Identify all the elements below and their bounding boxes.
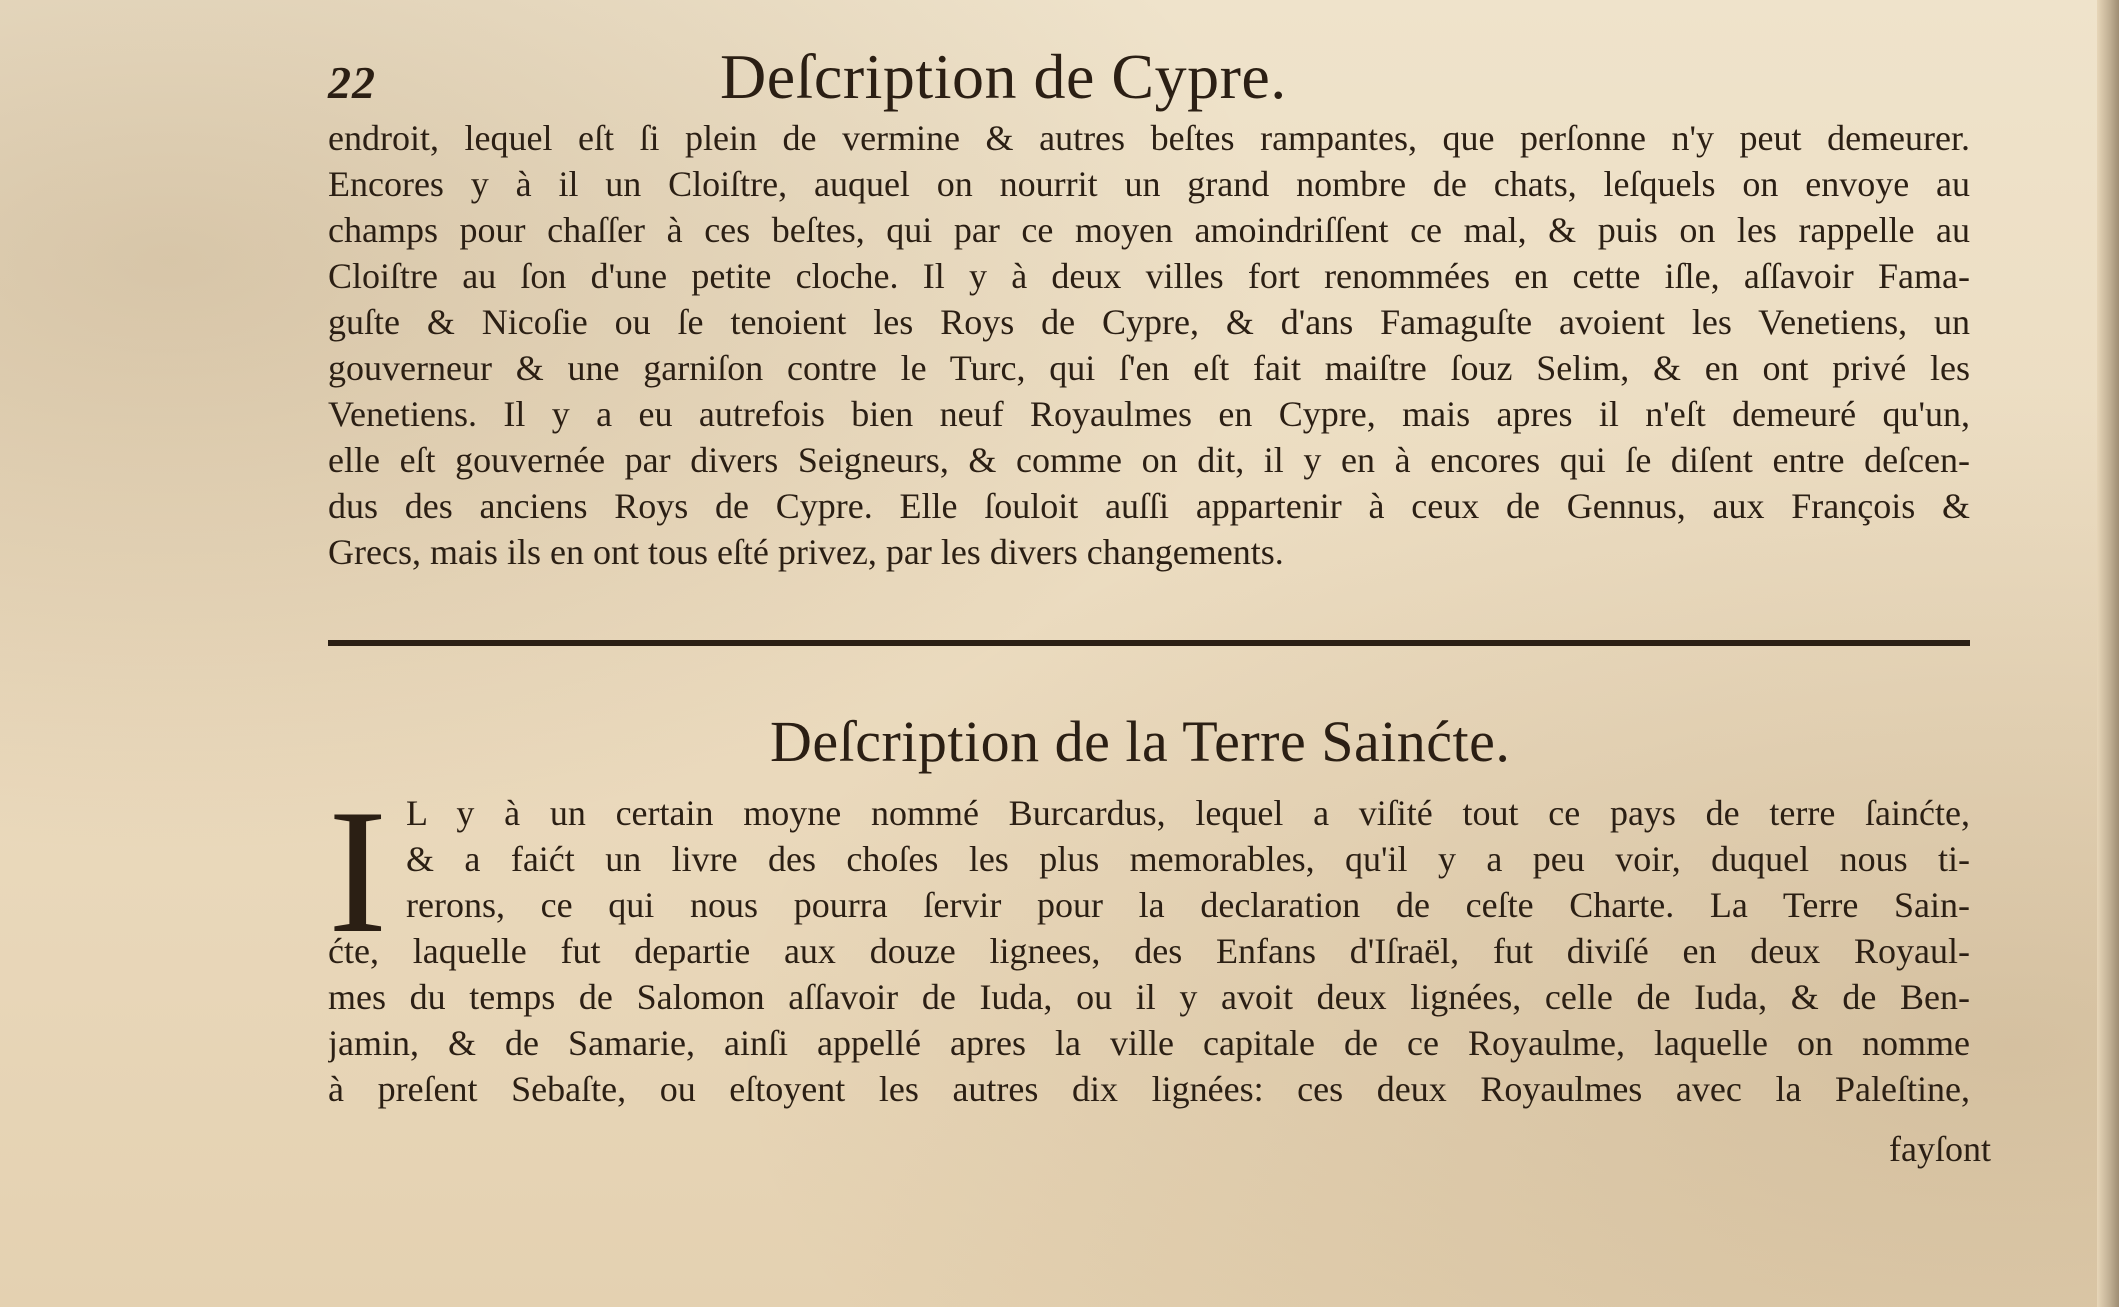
- catchword: fayſont: [1889, 1129, 1991, 1169]
- text-line: elle eſt gouvernée par divers Seigneurs, & comme on dit, il y en à encores qui ſe diſent entre deſcen-: [328, 440, 1970, 480]
- text-line: ćte, laquelle fut departie aux douze lignees, des Enfans d'Iſraël, fut diviſé en deux Royaul-: [328, 931, 1970, 971]
- text-line: & a faićt un livre des choſes les plus memorables, qu'il y a peu voir, duquel nous ti-: [406, 839, 1970, 879]
- text-line: dus des anciens Roys de Cypre. Elle ſouloit auſſi appartenir à ceux de Gennus, aux François &: [328, 486, 1970, 526]
- text-line: mes du temps de Salomon aſſavoir de Iuda, ou il y avoit deux lignées, celle de Iuda, & de Ben-: [328, 977, 1970, 1017]
- section-divider-rule: [328, 640, 1970, 646]
- paragraph-holy-land: [328, 790, 1970, 1112]
- text-line: Encores y à il un Cloiſtre, auquel on nourrit un grand nombre de chats, leſquels on envoye au: [328, 164, 1970, 204]
- text-line: endroit, lequel eſt ſi plein de vermine & autres beſtes rampantes, que perſonne n'y peut demeurer.: [328, 118, 1970, 158]
- text-line: gouverneur & une garniſon contre le Turc, qui ſ'en eſt fait maiſtre ſouz Selim, & en ont privé les: [328, 348, 1970, 388]
- text-line: champs pour chaſſer à ces beſtes, qui par ce moyen amoindriſſent ce mal, & puis on les rappelle au: [328, 210, 1970, 250]
- text-line: L y à un certain moyne nommé Burcardus, lequel a viſité tout ce pays de terre ſainćte,: [406, 793, 1970, 833]
- text-line: Cloiſtre au ſon d'une petite cloche. Il y à deux villes fort renommées en cette iſle, aſſavoir Fama-: [328, 256, 1970, 296]
- running-title: Deſcription de Cypre.: [720, 41, 1287, 112]
- paragraph-cyprus: [328, 115, 1970, 575]
- text-line: guſte & Nicoſie ou ſe tenoient les Roys de Cypre, & d'ans Famaguſte avoient les Venetiens, un: [328, 302, 1970, 342]
- page-edge: [2097, 0, 2119, 1307]
- section-title: Deſcription de la Terre Sainćte.: [770, 709, 1511, 774]
- text-line: Grecs, mais ils en ont tous eſté privez, par les divers changements.: [328, 532, 1284, 572]
- text-line: rerons, ce qui nous pourra ſervir pour la declaration de ceſte Charte. La Terre Sain-: [406, 885, 1970, 925]
- text-line: à preſent Sebaſte, ou eſtoyent les autres dix lignées: ces deux Royaulmes avec la Paleſtine,: [328, 1069, 1970, 1109]
- page-number: 22: [328, 57, 376, 108]
- text-line: jamin, & de Samarie, ainſi appellé apres la ville capitale de ce Royaulme, laquelle on nomme: [328, 1023, 1970, 1063]
- text-line: Venetiens. Il y a eu autrefois bien neuf Royaulmes en Cypre, mais apres il n'eſt demeuré qu'un,: [328, 394, 1970, 434]
- drop-cap: I: [328, 796, 388, 946]
